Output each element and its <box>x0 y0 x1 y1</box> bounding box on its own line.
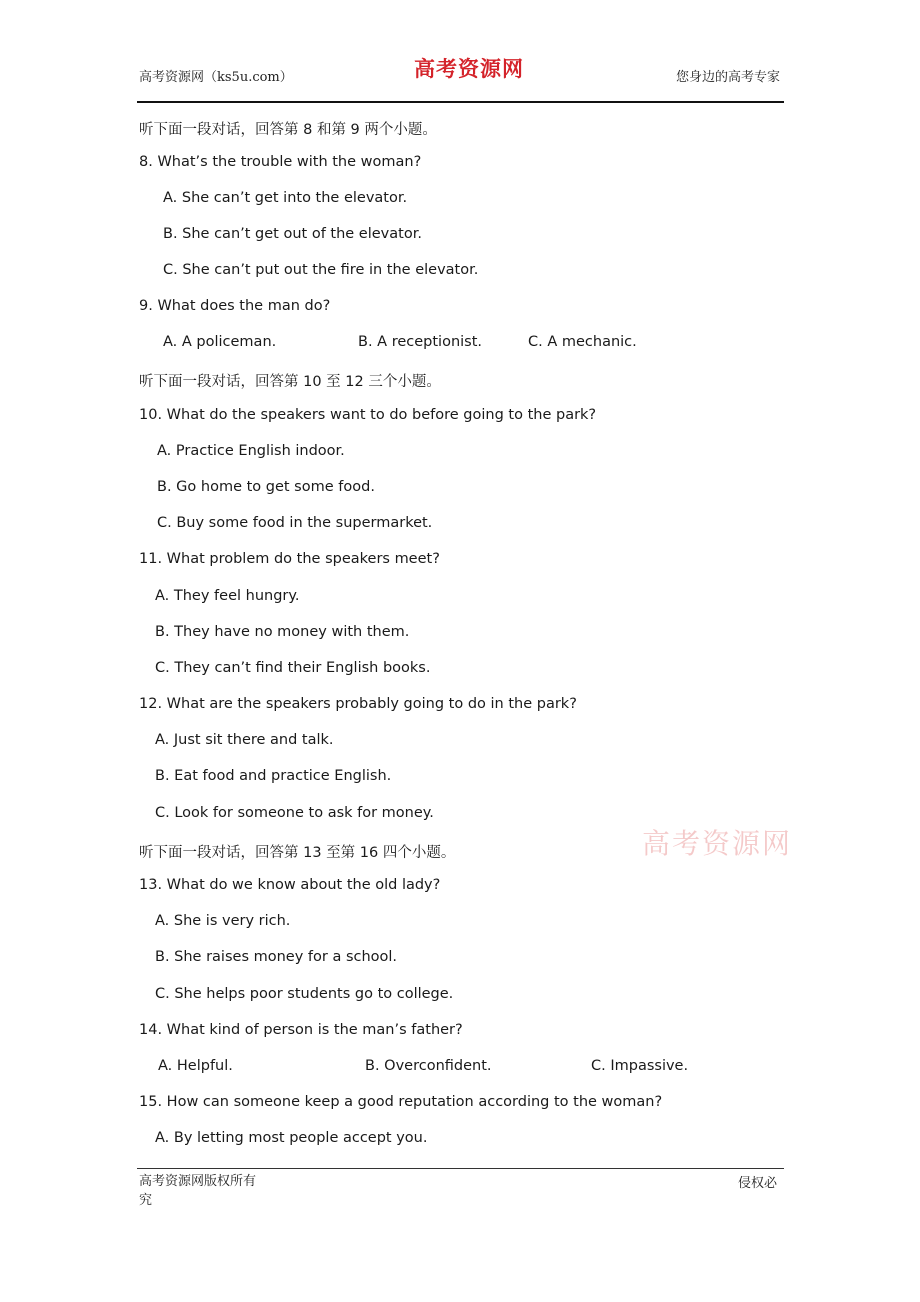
option: A. Helpful. <box>158 1058 233 1074</box>
site-logo: 高考资源网 <box>414 56 524 81</box>
header-left-text: 高考资源网（ks5u.com） <box>139 70 293 85</box>
option: B. A receptionist. <box>358 334 483 350</box>
header-right-text: 您身边的高考专家 <box>676 70 781 85</box>
option: A. Just sit there and talk. <box>155 732 334 748</box>
option: A. A policeman. <box>163 334 277 350</box>
question: 14. What kind of person is the man’s father? <box>139 1022 463 1038</box>
option: C. Buy some food in the supermarket. <box>157 515 433 531</box>
option: A. Practice English indoor. <box>157 443 345 459</box>
option: B. They have no money with them. <box>155 624 410 640</box>
footer-rule <box>137 1168 784 1169</box>
option: C. Look for someone to ask for money. <box>155 805 434 821</box>
option: A. They feel hungry. <box>155 588 300 604</box>
option: B. Go home to get some food. <box>157 479 375 495</box>
option: A. She is very rich. <box>155 913 291 929</box>
option: B. She raises money for a school. <box>155 949 398 965</box>
watermark: 高考资源网 <box>642 827 793 860</box>
option: C. She can’t put out the fire in the elevator. <box>163 262 479 278</box>
section-instruction: 听下面一段对话，回答第 10 至 12 三个小题。 <box>139 374 441 390</box>
question: 9. What does the man do? <box>139 298 331 314</box>
question: 8. What’s the trouble with the woman? <box>139 154 422 170</box>
option: A. She can’t get into the elevator. <box>163 190 408 206</box>
question: 13. What do we know about the old lady? <box>139 877 441 893</box>
question: 11. What problem do the speakers meet? <box>139 551 440 567</box>
option: A. By letting most people accept you. <box>155 1130 428 1146</box>
footer-right-text: 侵权必 <box>738 1176 778 1191</box>
question: 12. What are the speakers probably going to do in the park? <box>139 696 577 712</box>
option: B. Overconfident. <box>365 1058 492 1074</box>
footer-copyright-wrap: 究 <box>139 1193 153 1208</box>
footer-left-text <box>139 1172 269 1210</box>
option: C. Impassive. <box>591 1058 689 1074</box>
option: C. They can’t find their English books. <box>155 660 431 676</box>
header-rule <box>137 101 784 103</box>
option: B. She can’t get out of the elevator. <box>163 226 422 242</box>
option: B. Eat food and practice English. <box>155 768 392 784</box>
option: C. She helps poor students go to college. <box>155 986 454 1002</box>
section-instruction: 听下面一段对话，回答第 8 和第 9 两个小题。 <box>139 122 437 138</box>
question: 15. How can someone keep a good reputation according to the woman? <box>139 1094 663 1110</box>
question: 10. What do the speakers want to do before going to the park? <box>139 407 597 423</box>
option: C. A mechanic. <box>528 334 637 350</box>
section-instruction: 听下面一段对话，回答第 13 至第 16 四个小题。 <box>139 845 456 861</box>
footer-copyright: 高考资源网版权所有 <box>139 1174 257 1189</box>
